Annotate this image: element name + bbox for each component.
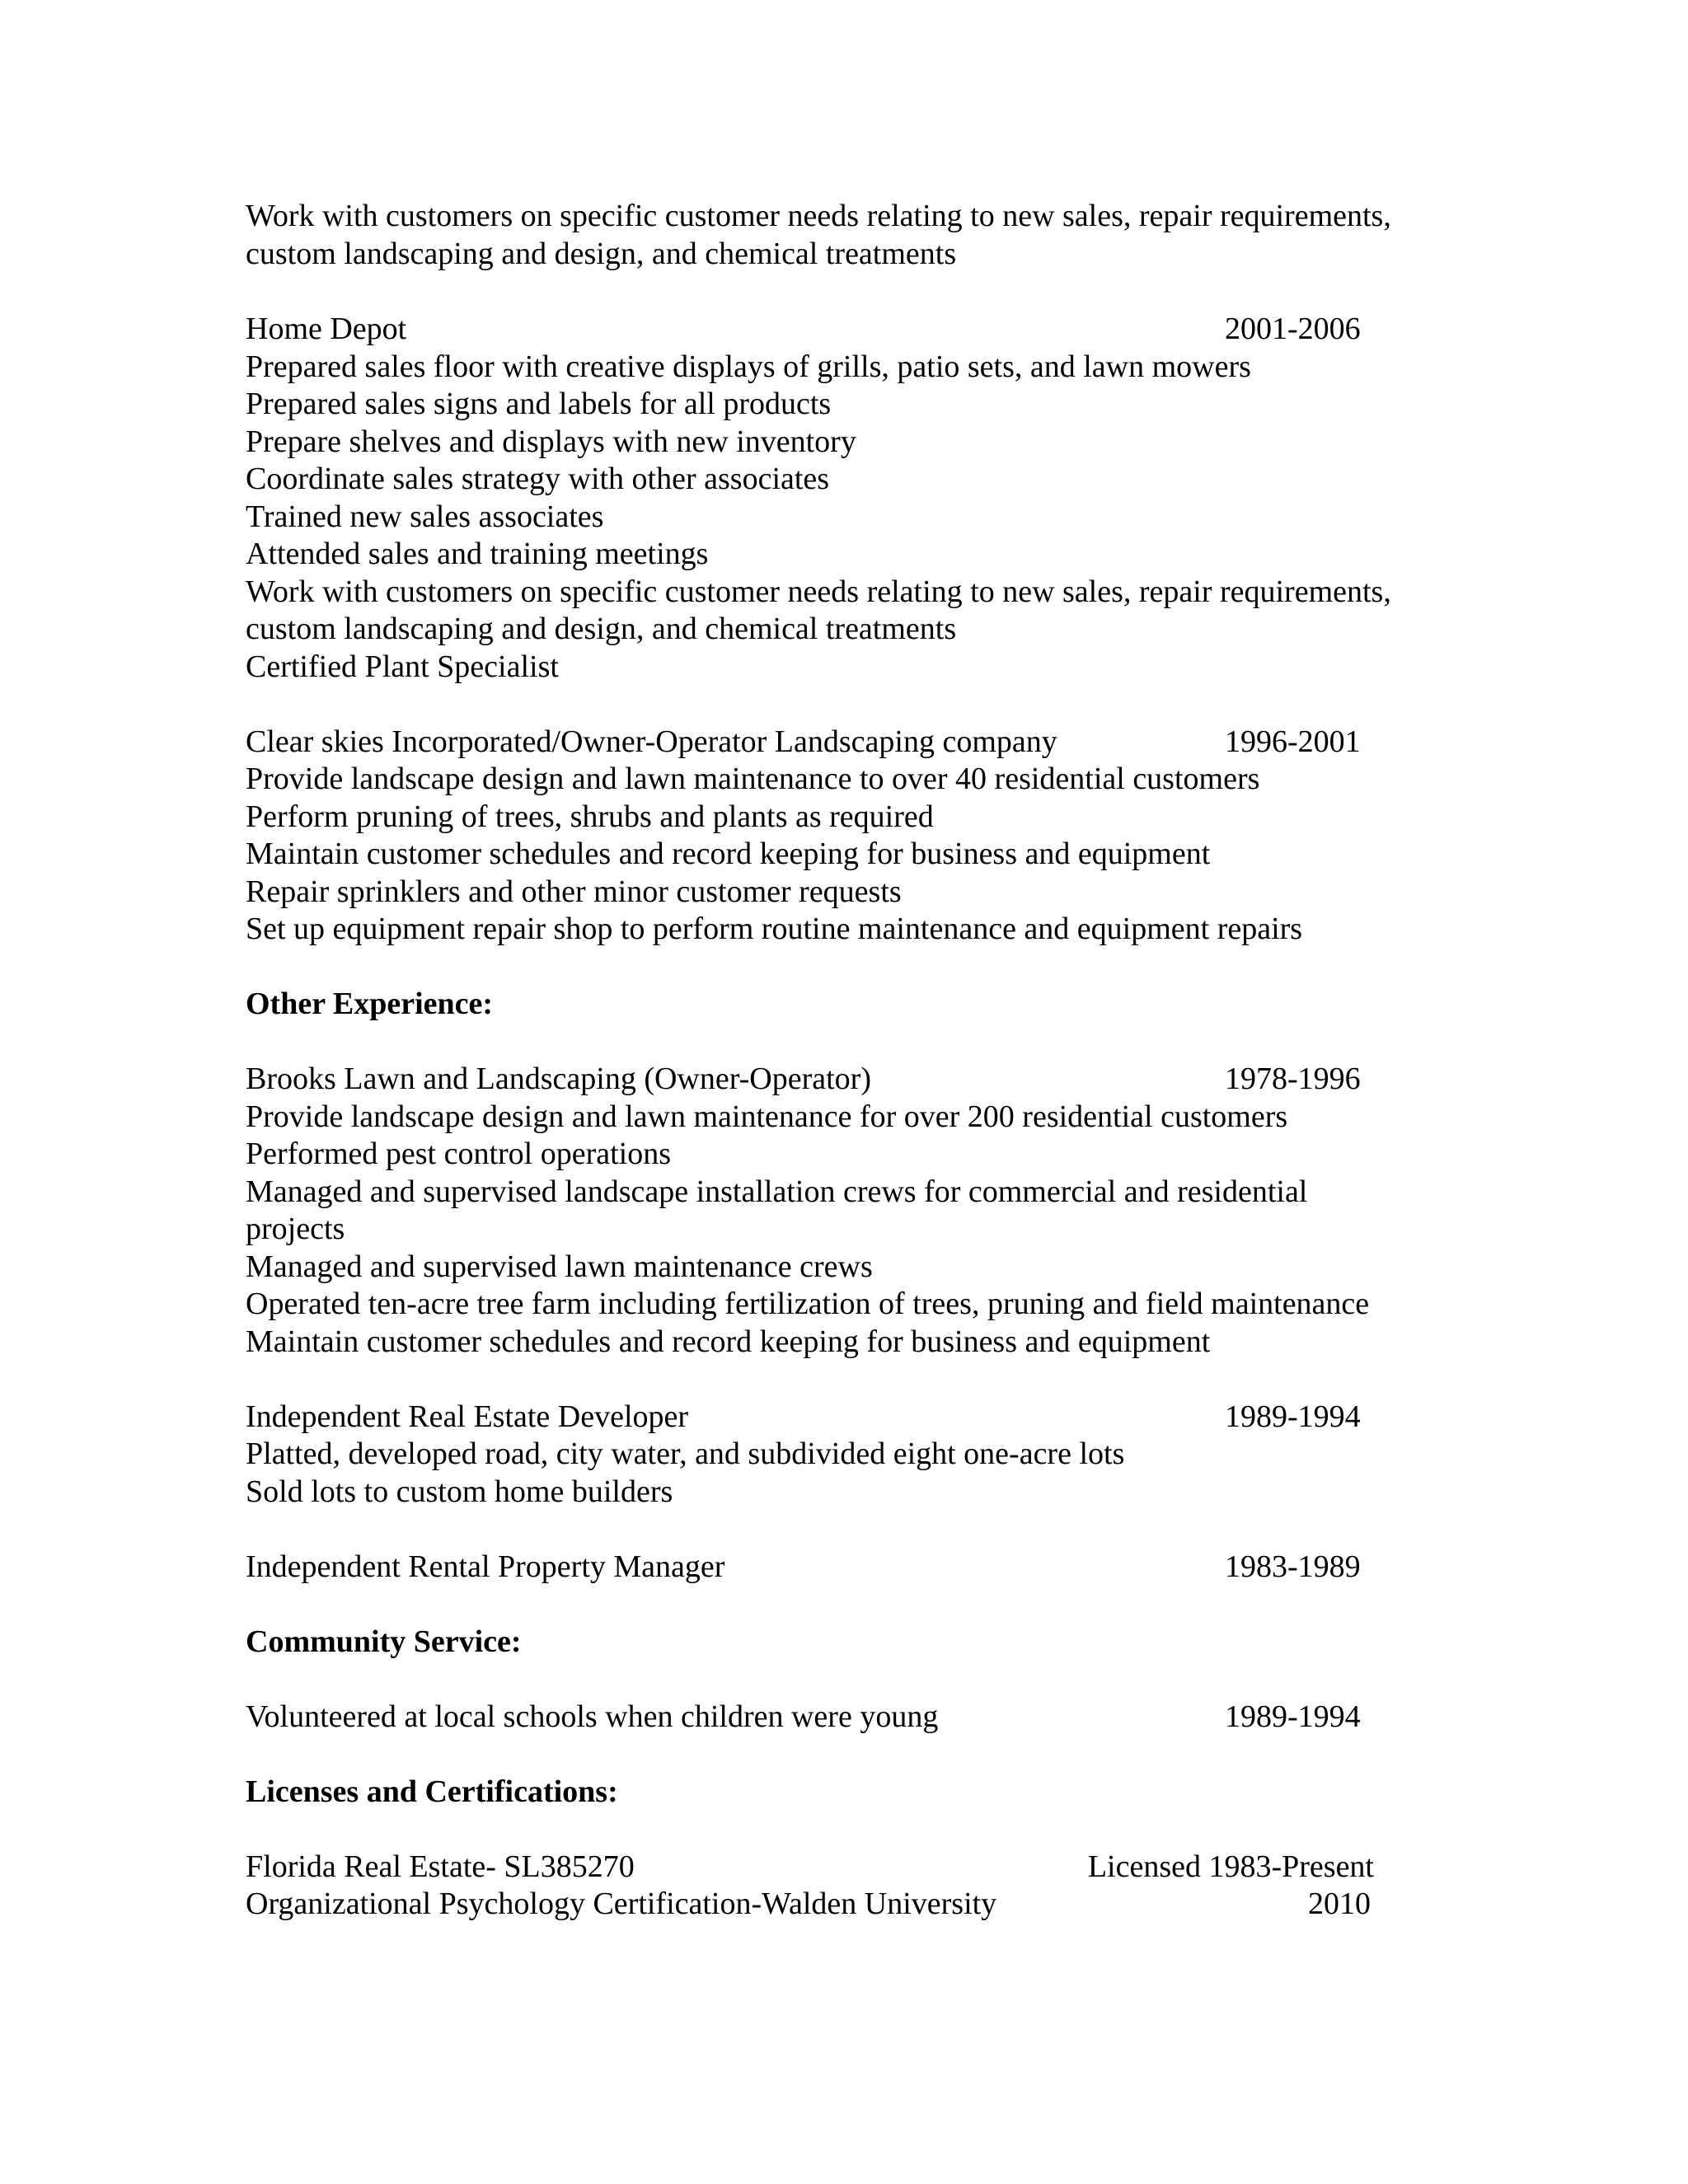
job-title-home-depot: Home Depot: [246, 312, 407, 346]
license-dates: Licensed 1983-Present: [1087, 1849, 1374, 1884]
job-dates-rental: 1983-1989: [1225, 1549, 1361, 1584]
section-heading-licenses: Licenses and Certifications:: [246, 1774, 618, 1809]
job-dates-developer: 1989-1994: [1225, 1399, 1361, 1434]
job-duty-line: Managed and supervised lawn maintenance crews: [246, 1249, 873, 1284]
license-title: Florida Real Estate- SL385270: [246, 1849, 635, 1884]
service-dates-volunteer: 1989-1994: [1225, 1699, 1361, 1734]
job-duty-line: Perform pruning of trees, shrubs and plants as required: [246, 799, 934, 834]
job-duty-line: Sold lots to custom home builders: [246, 1474, 673, 1509]
job-duty-line: Work with customers on specific customer needs relating to new sales, repair requirements,: [246, 574, 1391, 609]
job-duty-line: Performed pest control operations: [246, 1137, 672, 1171]
section-heading-other-experience: Other Experience:: [246, 987, 494, 1021]
job-duty-line: Operated ten-acre tree farm including fertilization of trees, pruning and field maintenance: [246, 1286, 1370, 1321]
job-duty-line: Maintain customer schedules and record keeping for business and equipment: [246, 837, 1211, 871]
job-duty-line: projects: [246, 1212, 345, 1246]
job-duty-line: Prepare shelves and displays with new inventory: [246, 424, 856, 459]
job-duty-line: Trained new sales associates: [246, 499, 604, 534]
job-dates-clear-skies: 1996-2001: [1225, 724, 1361, 759]
intro-line: custom landscaping and design, and chemical treatments: [246, 237, 957, 271]
job-dates-brooks: 1978-1996: [1225, 1062, 1361, 1096]
job-duty-line: Provide landscape design and lawn maintenance to over 40 residential customers: [246, 762, 1260, 796]
section-heading-community-service: Community Service:: [246, 1624, 522, 1659]
job-title-rental: Independent Rental Property Manager: [246, 1549, 725, 1584]
job-duty-line: Set up equipment repair shop to perform routine maintenance and equipment repairs: [246, 912, 1303, 946]
job-duty-line: custom landscaping and design, and chemical treatments: [246, 612, 957, 646]
job-duty-line: Certified Plant Specialist: [246, 649, 559, 684]
job-title-developer: Independent Real Estate Developer: [246, 1399, 689, 1434]
service-title-volunteer: Volunteered at local schools when children were young: [246, 1699, 939, 1734]
job-dates-home-depot: 2001-2006: [1225, 312, 1361, 346]
job-duty-line: Provide landscape design and lawn maintenance for over 200 residential customers: [246, 1099, 1288, 1134]
job-duty-line: Managed and supervised landscape installation crews for commercial and residential: [246, 1174, 1308, 1209]
license-title: Organizational Psychology Certification-Walden University: [246, 1886, 997, 1921]
job-duty-line: Repair sprinklers and other minor customer requests: [246, 874, 902, 909]
job-duty-line: Platted, developed road, city water, and subdivided eight one-acre lots: [246, 1436, 1125, 1471]
job-title-clear-skies: Clear skies Incorporated/Owner-Operator Landscaping company: [246, 724, 1057, 759]
job-duty-line: Prepared sales signs and labels for all products: [246, 387, 832, 421]
job-duty-line: Prepared sales floor with creative displays of grills, patio sets, and lawn mowers: [246, 349, 1251, 384]
job-duty-line: Attended sales and training meetings: [246, 537, 709, 571]
job-title-brooks: Brooks Lawn and Landscaping (Owner-Operator): [246, 1062, 871, 1096]
job-duty-line: Maintain customer schedules and record keeping for business and equipment: [246, 1324, 1211, 1359]
license-dates: 2010: [1308, 1886, 1371, 1921]
intro-line: Work with customers on specific customer needs relating to new sales, repair requirements,: [246, 199, 1391, 233]
job-duty-line: Coordinate sales strategy with other associates: [246, 462, 830, 496]
